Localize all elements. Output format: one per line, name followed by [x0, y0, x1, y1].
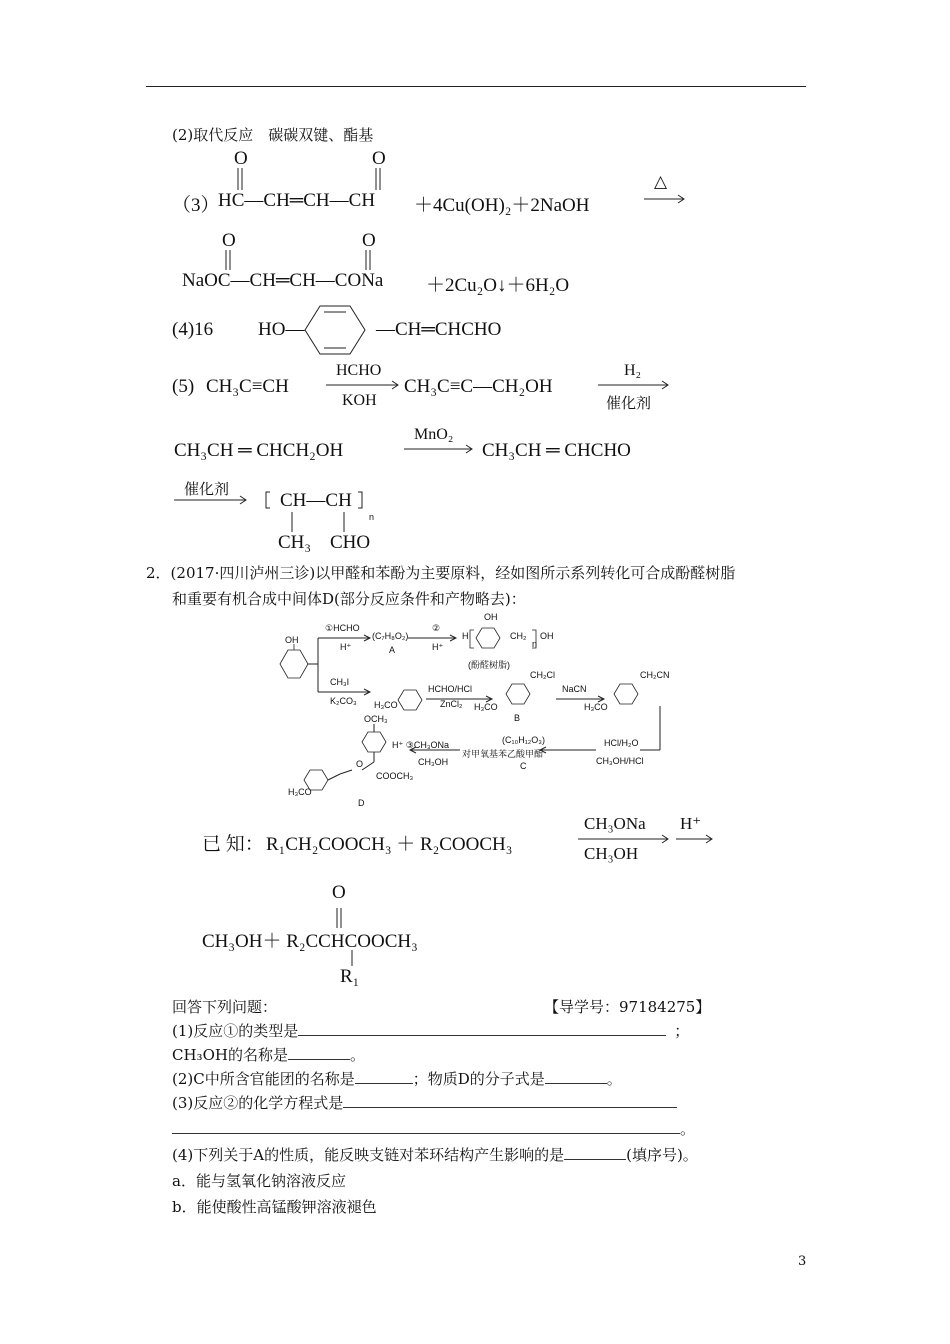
known-product: CH₃OH＋ R₂CCHCOOCH₃ — [202, 931, 418, 952]
known-cond-bottom: CH₃OH — [584, 844, 639, 863]
scheme-resin-ch2: CH₂ — [510, 631, 527, 641]
scheme-r7-top: H⁺ ③CH₃ONa — [392, 740, 449, 750]
answer-5-polymer-main: CH—CH — [280, 490, 352, 511]
q4-line — [172, 1144, 698, 1165]
answer-3-o4: O — [362, 230, 376, 251]
scheme-b-label: B — [514, 713, 521, 723]
scheme-c-label: C — [520, 761, 527, 771]
answer-5-c2-bottom: 催化剂 — [606, 394, 652, 412]
answer-2: (2)取代反应 碳碳双键、酯基 — [172, 126, 374, 144]
answer-5-polymer-sub1: CH₃ — [278, 532, 312, 553]
scheme-h3co-3: H₃CO — [584, 702, 608, 712]
answer-5-s1: CH₃C≡CH — [206, 376, 289, 397]
answer-4-left: HO— — [258, 319, 305, 340]
scheme-c-name: 对甲氧基苯乙酸甲酯 — [462, 749, 544, 759]
known-r1: R₁ — [340, 966, 360, 987]
scheme-r1-top: ①HCHO — [325, 623, 360, 633]
answer-4-label: (4)16 — [172, 319, 214, 340]
q1-line-a — [172, 1020, 689, 1041]
scheme-d-h3co: H₃CO — [288, 787, 312, 797]
scheme-a-formula: (C₇H₈O₂) — [372, 631, 409, 641]
option-a: a．能与氢氧化钠溶液反应 — [172, 1172, 346, 1190]
answer-3-reactant: HC—CH═CH—CH — [218, 190, 376, 211]
scheme-r7-bottom: CH₃OH — [418, 757, 449, 767]
q1b-blank[interactable] — [288, 1045, 350, 1060]
answer-3-label: （3） — [172, 195, 220, 216]
scheme-resin-end: OH — [540, 631, 554, 641]
scheme-cn-sub: CH₂CN — [640, 670, 670, 680]
answer-4-right: —CH═CHCHO — [376, 319, 502, 340]
option-b: b．能使酸性高锰酸钾溶液褪色 — [172, 1198, 377, 1216]
scheme-r3-top: CH₃I — [330, 677, 350, 687]
q4-text: (4)下列关于A的性质，能反映支链对苯环结构产生影响的是 — [172, 1146, 565, 1164]
q2-blank-a[interactable] — [355, 1069, 413, 1084]
answer-5-s4: CH₃CH ═ CHCHO — [482, 440, 631, 461]
known-prefix: 已 知： — [202, 834, 264, 855]
scheme-d-cooch3: COOCH₃ — [376, 771, 414, 781]
answer-3-product: NaOC—CH═CH—CONa — [182, 270, 384, 291]
q2-text-b: ；物质D的分子式是 — [412, 1070, 545, 1088]
scheme-resin-oh: OH — [484, 612, 498, 622]
scheme-r4-top: HCHO/HCl — [428, 684, 472, 694]
scheme-oh: OH — [285, 635, 299, 645]
q4-end: (填序号)。 — [626, 1146, 698, 1164]
question-2-line2: 和重要有机合成中间体D(部分反应条件和产物略去)： — [172, 590, 526, 608]
scheme-r6-top: HCl/H₂O — [604, 738, 639, 748]
q3-blank-b[interactable] — [172, 1119, 680, 1134]
scheme-r3-bottom: K₂CO₃ — [330, 696, 357, 706]
scheme-d-o: O — [356, 759, 364, 769]
prompt: 回答下列问题： — [172, 998, 278, 1016]
answer-5-c3-top: MnO₂ — [414, 426, 454, 443]
q3-line-2 — [172, 1118, 695, 1139]
answer-5-c2-top: H₂ — [624, 362, 642, 379]
q1b-text: CH₃OH的名称是 — [172, 1046, 288, 1064]
q3-end: 。 — [680, 1120, 696, 1138]
scheme-r6-bottom: CH₃OH/HCl — [596, 756, 644, 766]
q4-blank[interactable] — [564, 1145, 626, 1160]
q1-text: (1)反应①的类型是 — [172, 1022, 299, 1040]
answer-3-o3: O — [222, 230, 236, 251]
guide-number: 【导学号：97184275】 — [544, 998, 711, 1016]
q3-text: (3)反应②的化学方程式是 — [172, 1094, 344, 1112]
q2-blank-b[interactable] — [545, 1069, 607, 1084]
answer-5-polymer-n: n — [369, 512, 375, 522]
answer-5-c1-top: HCHO — [336, 362, 382, 379]
scheme-r2-top: ② — [432, 623, 441, 633]
q1b-end: 。 — [349, 1046, 365, 1064]
scheme-b-sub: CH₂Cl — [530, 670, 555, 680]
answer-5-label: (5) — [172, 376, 195, 397]
scheme-h3co-1: H₃CO — [374, 700, 398, 710]
question-2-line1: 2．(2017·四川泸州三诊)以甲醛和苯酚为主要原料，经如图所示系列转化可合成酚醛树脂 — [146, 564, 736, 582]
scheme-r2-bottom: H⁺ — [432, 642, 444, 652]
scheme-r5-top: NaCN — [562, 684, 587, 694]
known-cond-top: CH₃ONa — [584, 814, 646, 833]
answer-5-c1-bottom: KOH — [342, 392, 377, 409]
page-number: 3 — [798, 1254, 807, 1269]
q2-line — [172, 1068, 622, 1089]
q2-text: (2)C中所含官能团的名称是 — [172, 1070, 355, 1088]
q3-blank-a[interactable] — [343, 1093, 677, 1108]
q1-end: ； — [674, 1022, 690, 1040]
scheme-d-och3: OCH₃ — [364, 714, 388, 724]
answer-3-condition: △ — [654, 172, 668, 191]
scheme-resin-name: (酚醛树脂) — [468, 660, 510, 670]
answer-5-polymer-sub2: CHO — [330, 532, 371, 553]
scheme-resin-h: H — [462, 631, 469, 641]
answer-3-byproducts: ＋2Cu₂O↓＋6H₂O — [426, 275, 570, 296]
answer-5-s3: CH₃CH ═ CHCH₂OH — [174, 440, 344, 461]
scheme-a-label: A — [389, 645, 396, 655]
answer-5-s2: CH₃C≡C—CH₂OH — [404, 376, 553, 397]
scheme-r4-bottom: ZnCl₂ — [440, 699, 463, 709]
scheme-c-formula: (C₁₀H₁₂O₃) — [502, 735, 545, 745]
scheme-r1-bottom: H⁺ — [340, 642, 352, 652]
q1-blank[interactable] — [298, 1021, 666, 1036]
known-o: O — [332, 882, 346, 903]
scheme-d-label: D — [358, 798, 365, 808]
q3-line — [172, 1092, 677, 1113]
answer-3-o2: O — [372, 148, 386, 169]
answer-3-o1: O — [234, 148, 248, 169]
known-cond2: H⁺ — [680, 814, 702, 833]
scheme-resin-n: n — [532, 639, 538, 649]
q1-line-b — [172, 1044, 365, 1065]
answer-3-reagents: ＋4Cu(OH)₂＋2NaOH — [414, 195, 590, 216]
q2-end: 。 — [606, 1070, 622, 1088]
answer-5-c4-top: 催化剂 — [184, 480, 230, 498]
scheme-h3co-2: H₃CO — [474, 702, 498, 712]
known-left: R₁CH₂COOCH₃ ＋ R₂COOCH₃ — [266, 834, 513, 855]
